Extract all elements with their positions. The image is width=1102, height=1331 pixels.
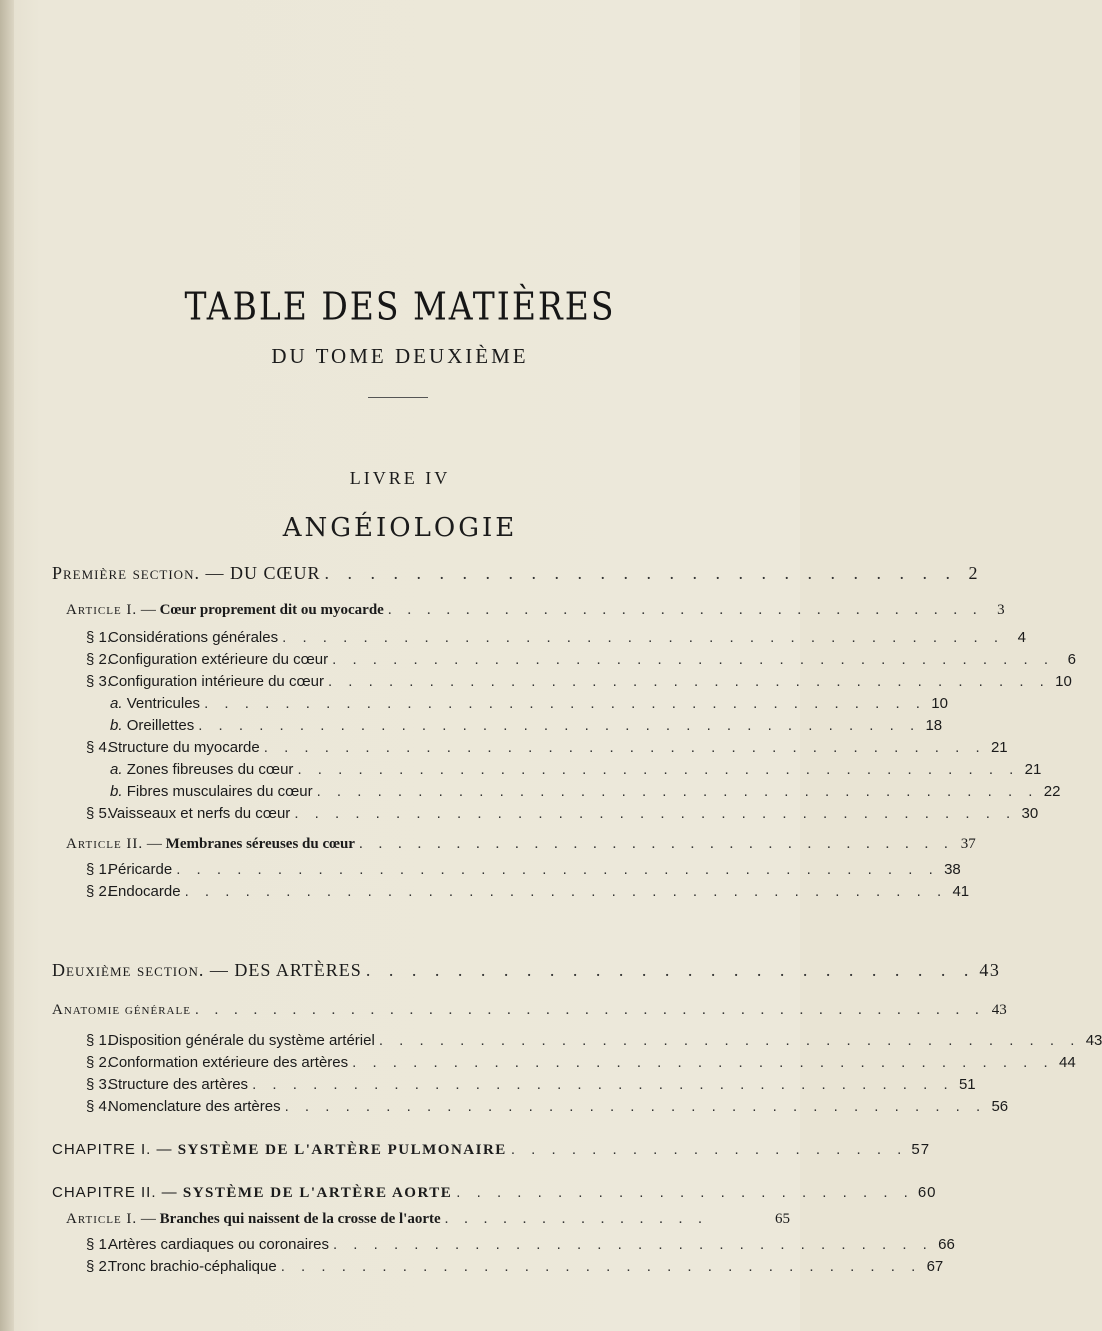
leader-dots: . . . . . . . . . . . . . . . . . . . . . . . . . . . . . . . . . . . . . . [184,883,948,900]
toc-entry[interactable]: § 2.Endocarde . . . . . . . . . . . . . . . . . . . . . . . . . . . . . . . . . . . . . . 41 [86,883,970,900]
toc-entry[interactable]: § 4.Structure du myocarde . . . . . . . . . . . . . . . . . . . . . . . . . . . . . . . . . . . . 21 [86,739,1008,756]
leader-dots: . . . . . . . . . . . . . . . . . . . . . . . . . . . . . . . . . . . [352,1054,1054,1071]
toc-entry[interactable]: § 5.Vaisseaux et nerfs du cœur . . . . . . . . . . . . . . . . . . . . . . . . . . . . . . . . . . . . 30 [86,805,1039,822]
article-prefix: Article I. [66,1211,138,1227]
toc-page-number: 2 [968,563,979,583]
leader-dots: . . . . . . . . . . . . . . . . . . . . . . . . . . . . . . . [387,602,983,618]
article-title: Branches qui naissent de la crosse de l'aorte [159,1211,441,1227]
leader-dots: . . . . . . . . . . . . . . . . . . . . . . . . . . . . [324,563,957,583]
leader-dots: . . . . . . . . . . . . . . [444,1211,708,1227]
toc-page-number: 65 [775,1211,790,1227]
toc-page-number: 43 [979,960,1001,980]
livre-heading: LIVRE IV [349,468,451,488]
toc-entry[interactable]: § 1.Artères cardiaques ou coronaires . . . . . . . . . . . . . . . . . . . . . . . . . . . . . . 66 [86,1236,955,1253]
toc-chapter-1[interactable]: CHAPITRE I. — SYSTÈME DE L'ARTÈRE PULMONAIRE . . . . . . . . . . . . . . . . . . . . 57 [52,1141,931,1158]
divider-rule [368,397,428,398]
toc-chapter-2[interactable]: CHAPITRE II. — SYSTÈME DE L'ARTÈRE AORTE . . . . . . . . . . . . . . . . . . . . . . . 60 [52,1184,937,1201]
chapter-prefix: CHAPITRE II. [52,1184,157,1201]
article-prefix: Article II. [66,836,144,852]
leader-dots: . . . . . . . . . . . . . . . . . . . . . . . . . . . . . . . . . . . . [327,673,1050,690]
leader-dots: . . . . . . . . . . . . . . . . . . . . . . . . . . . . . . . . . . . [378,1032,1081,1049]
article-title: Membranes séreuses du cœur [165,836,355,852]
leader-dots: . . . . . . . . . . . . . . . . . . . . . . . . . . . . . . . . . . . . . . [176,861,939,878]
toc-entry[interactable]: § 2.Tronc brachio-céphalique . . . . . . . . . . . . . . . . . . . . . . . . . . . . . . . . 67 [86,1258,944,1275]
anatomie-label: Anatomie générale [52,1002,191,1018]
leader-dots: . . . . . . . . . . . . . . . . . . . . . . . . . . . . . . . . [280,1258,922,1275]
toc-entry[interactable]: § 4.Nomenclature des artères . . . . . . . . . . . . . . . . . . . . . . . . . . . . . . . . . . . 56 [86,1098,1009,1115]
toc-section-2[interactable] [0,960,1001,981]
toc-page-number: 37 [960,836,976,852]
page-title: TABLE DES MATIÈRES [184,284,616,329]
toc-section-1[interactable] [0,563,979,584]
toc-entry[interactable]: § 1.Disposition générale du système artériel . . . . . . . . . . . . . . . . . . . . . . . . . . . . . . . . . . . 43 [86,1032,1102,1049]
leader-dots: . . . . . . . . . . . . . . . . . . . . . . . . . . . [365,960,976,980]
toc-article[interactable]: Article I. — Cœur proprement dit ou myocarde . . . . . . . . . . . . . . . . . . . . . . . . . . . . . . . 3 [66,602,1005,618]
leader-dots: . . . . . . . . . . . . . . . . . . . . . . . . . . . . . . . . . . . [252,1076,954,1093]
leader-dots: . . . . . . . . . . . . . . . . . . . . . . . . . . . . . . . . . . . . . . . . . [194,1002,985,1018]
leader-dots: . . . . . . . . . . . . . . . . . . . . [510,1141,908,1158]
chapter-prefix: CHAPITRE I. [52,1141,152,1158]
toc-section-label: Première section. — DU CŒUR [52,563,321,583]
toc-subentry[interactable]: b. Fibres musculaires du cœur . . . . . . . . . . . . . . . . . . . . . . . . . . . . . . . . . . . . 22 [110,783,1061,800]
toc-section-label: Deuxième section. — DES ARTÈRES [52,960,362,980]
leader-dots: . . . . . . . . . . . . . . . . . . . . . . . . . . . . . . . . . . . . [297,761,1020,778]
article-title: Cœur proprement dit ou myocarde [159,602,384,618]
page-subtitle: DU TOME DEUXIÈME [271,344,529,368]
chapter-title: SYSTÈME DE L'ARTÈRE AORTE [182,1185,453,1201]
leader-dots: . . . . . . . . . . . . . . . . . . . . . . . . . . . . . . [332,1236,933,1253]
leader-dots: . . . . . . . . . . . . . . . . . . . . . . . . . . . . . . . . . . . . [332,651,1055,668]
leader-dots: . . . . . . . . . . . . . . . . . . . . . . . . . . . . . . . . . . . . [294,805,1017,822]
toc-article[interactable]: Article II. — Membranes séreuses du cœur . . . . . . . . . . . . . . . . . . . . . . . . . . . . . . . 37 [66,836,976,852]
toc-page-number: 3 [997,602,1005,618]
toc-anatomie[interactable]: Anatomie générale . . . . . . . . . . . . . . . . . . . . . . . . . . . . . . . . . . . . . . . . . 43 [52,1002,1007,1018]
chapter-title: SYSTÈME DE L'ARTÈRE PULMONAIRE [177,1142,507,1158]
toc-entry[interactable]: § 2.Configuration extérieure du cœur . . . . . . . . . . . . . . . . . . . . . . . . . . . . . . . . . . . . 6 [86,651,1077,668]
leader-dots: . . . . . . . . . . . . . . . . . . . . . . . . . . . . . . . . . . . . [282,629,1005,646]
leader-dots: . . . . . . . . . . . . . . . . . . . . . . . . . . . . . . . [358,836,954,852]
part-heading: ANGÉIOLOGIE [282,513,518,543]
leader-dots: . . . . . . . . . . . . . . . . . . . . . . . . . . . . . . . . . . . . [198,717,921,734]
toc-article[interactable]: Article I. — Branches qui naissent de la crosse de l'aorte . . . . . . . . . . . . . . 65 [66,1211,790,1227]
leader-dots: . . . . . . . . . . . . . . . . . . . . . . . . . . . . . . . . . . . . [204,695,926,712]
toc-entry[interactable]: § 3.Structure des artères . . . . . . . . . . . . . . . . . . . . . . . . . . . . . . . . . . . 51 [86,1076,976,1093]
toc-entry[interactable]: § 3.Configuration intérieure du cœur . . . . . . . . . . . . . . . . . . . . . . . . . . . . . . . . . . . . 10 [86,673,1072,690]
toc-subentry[interactable]: a. Ventricules . . . . . . . . . . . . . . . . . . . . . . . . . . . . . . . . . . . . 10 [110,695,948,712]
toc-entry[interactable]: § 1.Péricarde . . . . . . . . . . . . . . . . . . . . . . . . . . . . . . . . . . . . . . 38 [86,861,961,878]
leader-dots: . . . . . . . . . . . . . . . . . . . . . . . . . . . . . . . . . . . [284,1098,987,1115]
toc-page-number: 57 [911,1141,931,1158]
toc-subentry[interactable]: b. Oreillettes . . . . . . . . . . . . . . . . . . . . . . . . . . . . . . . . . . . . 18 [110,717,943,734]
leader-dots: . . . . . . . . . . . . . . . . . . . . . . . . . . . . . . . . . . . . [316,783,1039,800]
article-prefix: Article I. [66,602,138,618]
leader-dots: . . . . . . . . . . . . . . . . . . . . . . . [456,1184,914,1201]
toc-entry[interactable]: § 2.Conformation extérieure des artères . . . . . . . . . . . . . . . . . . . . . . . . . . . . . . . . . . . 44 [86,1054,1076,1071]
leader-dots: . . . . . . . . . . . . . . . . . . . . . . . . . . . . . . . . . . . . [263,739,986,756]
toc-page-number: 60 [917,1184,937,1201]
toc-entry[interactable]: § 1.Considérations générales . . . . . . . . . . . . . . . . . . . . . . . . . . . . . . . . . . . . 4 [86,629,1027,646]
toc-subentry[interactable]: a. Zones fibreuses du cœur . . . . . . . . . . . . . . . . . . . . . . . . . . . . . . . . . . . . 21 [110,761,1042,778]
